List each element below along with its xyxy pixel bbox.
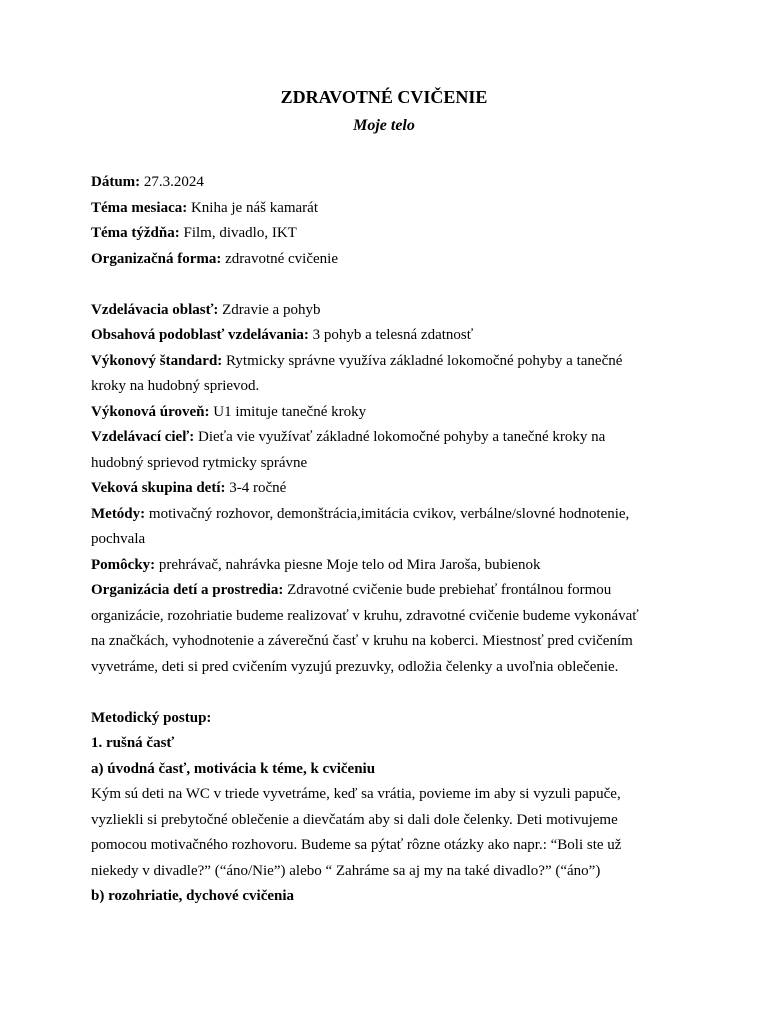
field-pomocky (91, 553, 691, 579)
field-value: Kniha je náš kamarát (187, 199, 318, 216)
document-title: ZDRAVOTNÉ CVIČENIE (280, 87, 488, 107)
field-value: vyvetráme, deti si pred cvičením vyzujú prezuvky, odložia čelenky a uvoľnia oblečenie. (91, 658, 619, 675)
field-label: Organizácia detí a prostredia: (91, 582, 284, 598)
field-value: prehrávač, nahrávka piesne Moje telo od Mira Jaroša, bubienok (155, 556, 541, 573)
field-label: Metódy: (91, 505, 146, 522)
field-value: U1 imituje tanečné kroky (209, 403, 367, 420)
field-organizacna-forma (91, 247, 691, 273)
field-value: Dieťa vie využívať základné lokomočné pohyby a tanečné kroky na (194, 429, 606, 445)
field-value: organizácie, rozohriatie budeme realizovať v kruhu, zdravotné cvičenie budeme vykonávať (91, 607, 639, 624)
document-subtitle: Moje telo (353, 117, 415, 134)
field-value: hudobný sprievod rytmicky správne (91, 454, 308, 471)
field-vykonovy-standard-cont (91, 374, 691, 400)
field-label: Veková skupina detí: (91, 480, 226, 496)
paragraph-line: pomocou motivačného rozhovoru. Budeme sa pýtať rôzne otázky ako napr.: “Boli ste už (91, 837, 622, 853)
field-value: Rytmicky správne využíva základné lokomočné pohyby a tanečné (222, 352, 623, 369)
field-organizacia-cont (91, 655, 691, 681)
field-value: 3-4 ročné (225, 480, 287, 496)
field-label: Obsahová podoblasť vzdelávania: (91, 327, 309, 343)
field-datum (91, 170, 691, 196)
field-tema-tyzdna (91, 221, 691, 247)
field-label: Vzdelávacia oblasť: (91, 301, 219, 318)
subsection-heading: a) úvodná časť, motivácia k téme, k cvičeniu (91, 760, 376, 777)
field-label: Výkonový štandard: (91, 352, 223, 369)
field-value: 27.3.2024 (140, 174, 204, 190)
field-tema-mesiaca (91, 196, 691, 222)
field-label: Vzdelávací cieľ: (91, 429, 195, 445)
field-label: Pomôcky: (91, 556, 156, 573)
spacer (91, 680, 691, 706)
paragraph-line: Kým sú deti na WC v triede vyvetráme, keď sa vrátia, povieme im aby si vyzuli papuče, (91, 786, 621, 802)
field-value: 3 pohyb a telesná zdatnosť (308, 327, 474, 343)
paragraph-line: niekedy v divadle?” (“áno/Nie”) alebo “ Zahráme sa aj my na také divadlo?” (“áno”) (91, 862, 601, 879)
field-label: Téma mesiaca: (91, 199, 188, 216)
field-obsahova-podoblast (91, 323, 691, 349)
field-vzdelavacia-oblast (91, 298, 691, 324)
field-label: Téma týždňa: (91, 225, 180, 241)
field-organizacia (91, 578, 691, 604)
field-value: Zdravotné cvičenie bude prebiehať frontálnou formou (283, 582, 612, 598)
spacer (91, 272, 691, 298)
field-value: Zdravie a pohyb (218, 301, 321, 318)
field-vzdelavaci-ciel-cont (91, 451, 691, 477)
document-body (91, 170, 691, 910)
field-vekova-skupina (91, 476, 691, 502)
paragraph-line: vyzliekli si prebytočné oblečenie a dievčatám aby si dali dole čelenky. Deti motivujeme (91, 811, 618, 828)
field-value: kroky na hudobný sprievod. (91, 378, 260, 394)
field-value: pochvala (91, 531, 146, 547)
field-value: zdravotné cvičenie (221, 250, 338, 267)
field-value: na značkách, vyhodnotenie a záverečnú časť v kruhu na koberci. Miestnosť pred cvičením (91, 633, 633, 649)
procedure-heading: Metodický postup: (91, 709, 212, 726)
section-heading: 1. rušná časť (91, 735, 175, 751)
subsection-heading: b) rozohriatie, dychové cvičenia (91, 888, 295, 904)
field-vzdelavaci-ciel (91, 425, 691, 451)
field-label: Dátum: (91, 174, 141, 190)
field-vykonovy-standard (91, 349, 691, 375)
field-value: Film, divadlo, IKT (179, 225, 297, 241)
field-organizacia-cont (91, 629, 691, 655)
field-organizacia-cont (91, 604, 691, 630)
field-metody-cont (91, 527, 691, 553)
field-label: Výkonová úroveň: (91, 403, 210, 420)
field-value: motivačný rozhovor, demonštrácia,imitácia cvikov, verbálne/slovné hodnotenie, (145, 505, 630, 522)
field-label: Organizačná forma: (91, 250, 222, 267)
field-vykonova-uroven (91, 400, 691, 426)
field-metody (91, 502, 691, 528)
